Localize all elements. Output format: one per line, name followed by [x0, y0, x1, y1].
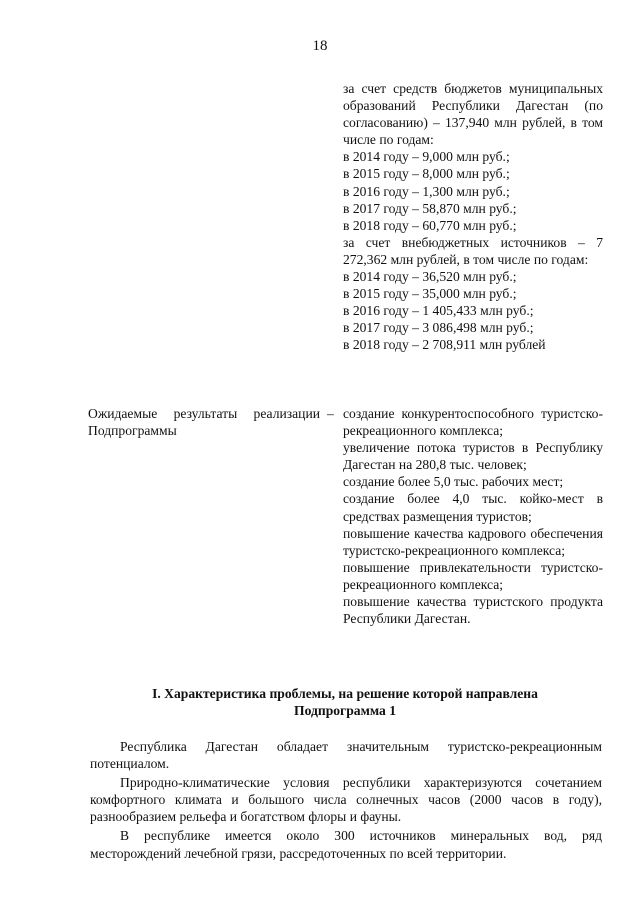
funding-line: в 2016 году – 1,300 млн руб.;: [343, 183, 510, 199]
result-item: создание более 4,0 тыс. койко-мест в средствах размещения туристов;: [343, 491, 603, 524]
body-paragraph: Республика Дагестан обладает значительным туристско-рекреационным потенциалом.: [90, 739, 602, 772]
expected-results-list: [343, 405, 603, 627]
result-item: увеличение потока туристов в Республику Дагестан на 280,8 тыс. человек;: [343, 440, 603, 473]
section-heading-line: Подпрограмма 1: [294, 703, 396, 719]
section-heading: [90, 685, 600, 719]
result-item: создание более 5,0 тыс. рабочих мест;: [343, 474, 564, 490]
funding-line: в 2015 году – 35,000 млн руб.;: [343, 286, 517, 302]
funding-line: в 2017 году – 58,870 млн руб.;: [343, 200, 517, 216]
section-heading-line: I. Характеристика проблемы, на решение которой направлена: [152, 686, 538, 701]
funding-line: в 2015 году – 8,000 млн руб.;: [343, 166, 510, 182]
result-item: повышение качества туристского продукта Республики Дагестан.: [343, 594, 603, 627]
funding-line: в 2018 году – 60,770 млн руб.;: [343, 217, 517, 233]
result-item: повышение качества кадрового обеспечения туристско-рекреационного комплекса;: [343, 525, 603, 558]
funding-line: в 2018 году – 2 708,911 млн рублей: [343, 337, 546, 353]
funding-line: в 2017 году – 3 086,498 млн руб.;: [343, 320, 534, 336]
funding-line: за счет внебюджетных источников – 7 272,362 млн рублей, в том числе по годам:: [343, 234, 603, 267]
funding-sources-block: [343, 80, 603, 354]
funding-line: в 2016 году – 1 405,433 млн руб.;: [343, 303, 534, 319]
body-paragraph: В республике имеется около 300 источников минеральных вод, ряд месторождений лечебной грязи, рассредоточенных по всей территории.: [90, 828, 602, 861]
expected-results-label: Ожидаемые результаты реализации Подпрограммы: [88, 406, 320, 439]
funding-line: в 2014 году – 36,520 млн руб.;: [343, 269, 517, 285]
result-item: создание конкурентоспособного туристско-рекреационного комплекса;: [343, 406, 603, 439]
page-number: 18: [312, 38, 328, 54]
body-paragraph: Природно-климатические условия республики характеризуются сочетанием комфортного климата и большого числа солнечных часов (2000 часов в году), разнообразием рельефа и богатством флоры и фауны.: [90, 775, 602, 825]
funding-line: в 2014 году – 9,000 млн руб.;: [343, 149, 510, 165]
label-dash: –: [327, 406, 334, 421]
funding-line: за счет средств бюджетов муниципальных образований Республики Дагестан (по согласованию) – 137,940 млн рублей, в том числе по годам:: [343, 81, 603, 148]
section-body: [90, 738, 602, 864]
result-item: повышение привлекательности туристско-рекреационного комплекса;: [343, 559, 603, 592]
